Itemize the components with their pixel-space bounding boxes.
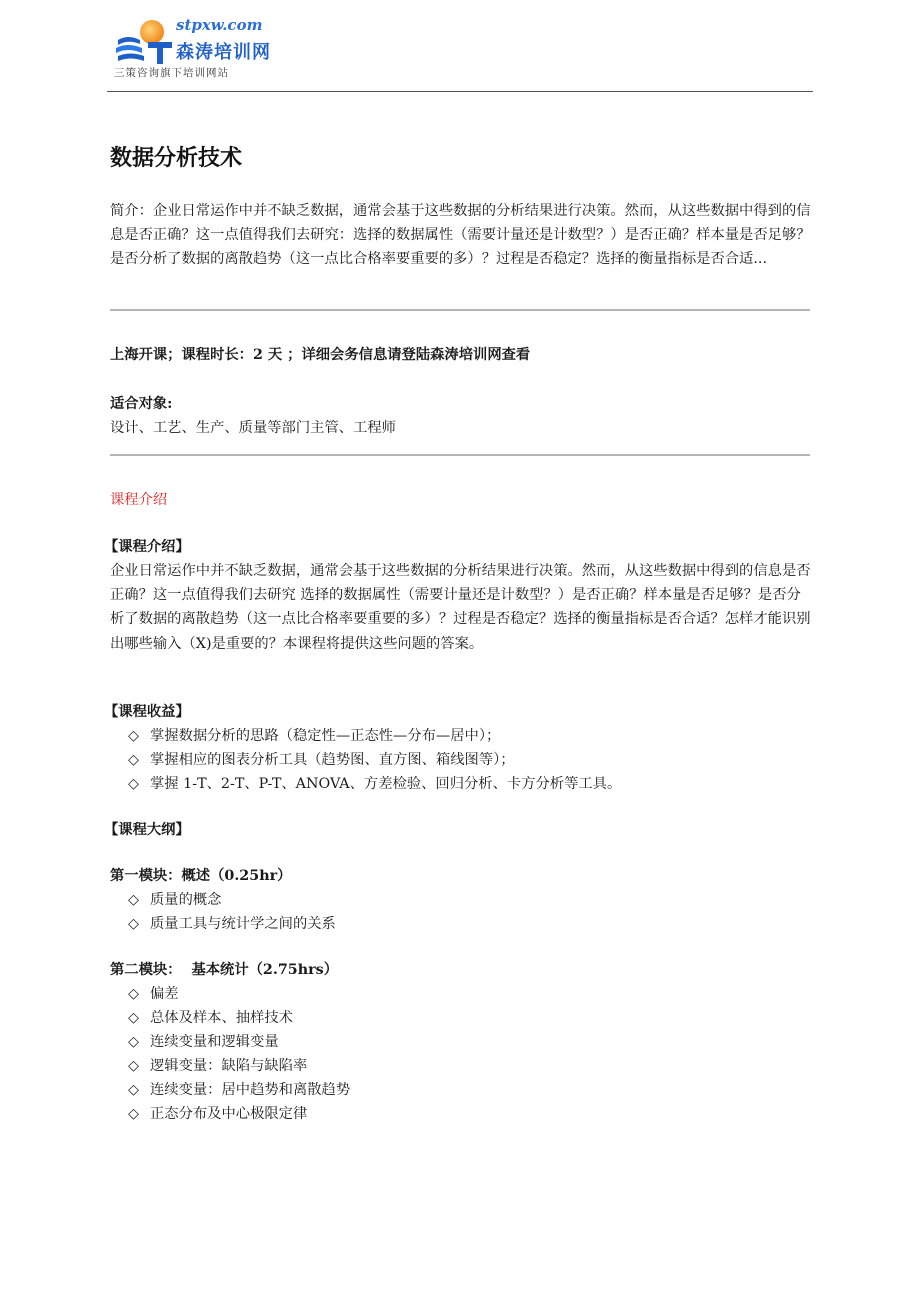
list-item: ◇ 掌握 1-T、2-T、P-T、ANOVA、方差检验、回归分析、卡方分析等工具。 [128,772,621,796]
logo-name: 森涛培训网 [176,42,271,63]
intro-heading: 【课程介绍】 [104,539,190,555]
audience-label: 适合对象: [110,396,173,412]
list-item: ◇ 掌握数据分析的思路（稳定性—正态性—分布—居中）； [128,724,500,748]
site-logo[interactable] [112,16,302,80]
course-info: 上海开课；课程时长：2 天 ；详细会务信息请登陆森涛培训网查看 [110,347,531,363]
logo-emblem-icon [112,18,182,68]
audience-text: 设计、工艺、生产、质量等部门主管、工程师 [110,420,396,436]
list-item: ◇ 质量工具与统计学之间的关系 [128,912,336,936]
list-item: ◇ 偏差 [128,982,179,1006]
benefits-heading: 【课程收益】 [104,704,190,720]
list-item: ◇ 连续变量和逻辑变量 [128,1030,279,1054]
divider-2 [110,454,810,456]
list-item: ◇ 总体及样本、抽样技术 [128,1006,293,1030]
logo-url: stpxw.com [176,16,263,34]
diamond-bullet-icon: ◇ [128,1082,139,1098]
diamond-bullet-icon: ◇ [128,752,139,768]
diamond-bullet-icon: ◇ [128,892,139,908]
diamond-bullet-icon: ◇ [128,776,139,792]
list-item: ◇ 正态分布及中心极限定律 [128,1102,307,1126]
page-title: 数据分析技术 [110,146,243,171]
diamond-bullet-icon: ◇ [128,1034,139,1050]
list-item: ◇ 连续变量：居中趋势和离散趋势 [128,1078,350,1102]
diamond-bullet-icon: ◇ [128,1106,139,1122]
header-divider [107,91,813,92]
diamond-bullet-icon: ◇ [128,728,139,744]
logo-tagline: 三策咨询旗下培训网站 [114,67,229,79]
intro-summary: 简介：企业日常运作中并不缺乏数据，通常会基于这些数据的分析结果进行决策。然而，从这些数据中得到的信息是否正确？这一点值得我们去研究：选择的数据属性（需要计量还是计数型？）是否正确？样本量是否足够？是否分析了数据的离散趋势（这一点比合格率要重要的多）？过程是否稳定？选择的衡量指标是否合适... [110,203,811,268]
module-2-title: 第二模块： 基本统计（2.75hrs） [110,962,339,978]
divider-1 [110,309,810,311]
section-heading: 课程介绍 [110,492,168,508]
diamond-bullet-icon: ◇ [128,1058,139,1074]
diamond-bullet-icon: ◇ [128,986,139,1002]
intro-body: 企业日常运作中并不缺乏数据，通常会基于这些数据的分析结果进行决策。然而，从这些数据中得到的信息是否正确？这一点值得我们去研究 选择的数据属性（需要计量还是计数型？）是否正确？样本量是否足够？是否分析了数据的离散趋势（这一点比合格率要重要的多）？过程是否稳定？选择的衡量指标是否合适？怎样才能识别出哪些输入（X)是重要的？本课程将提供这些问题的答案。 [110,563,811,652]
list-item: ◇ 逻辑变量：缺陷与缺陷率 [128,1054,307,1078]
module-1-title: 第一模块：概述（0.25hr） [110,868,292,884]
list-item: ◇ 质量的概念 [128,888,221,912]
outline-heading: 【课程大纲】 [104,822,190,838]
diamond-bullet-icon: ◇ [128,916,139,932]
list-item: ◇ 掌握相应的图表分析工具（趋势图、直方图、箱线图等）； [128,748,515,772]
diamond-bullet-icon: ◇ [128,1010,139,1026]
